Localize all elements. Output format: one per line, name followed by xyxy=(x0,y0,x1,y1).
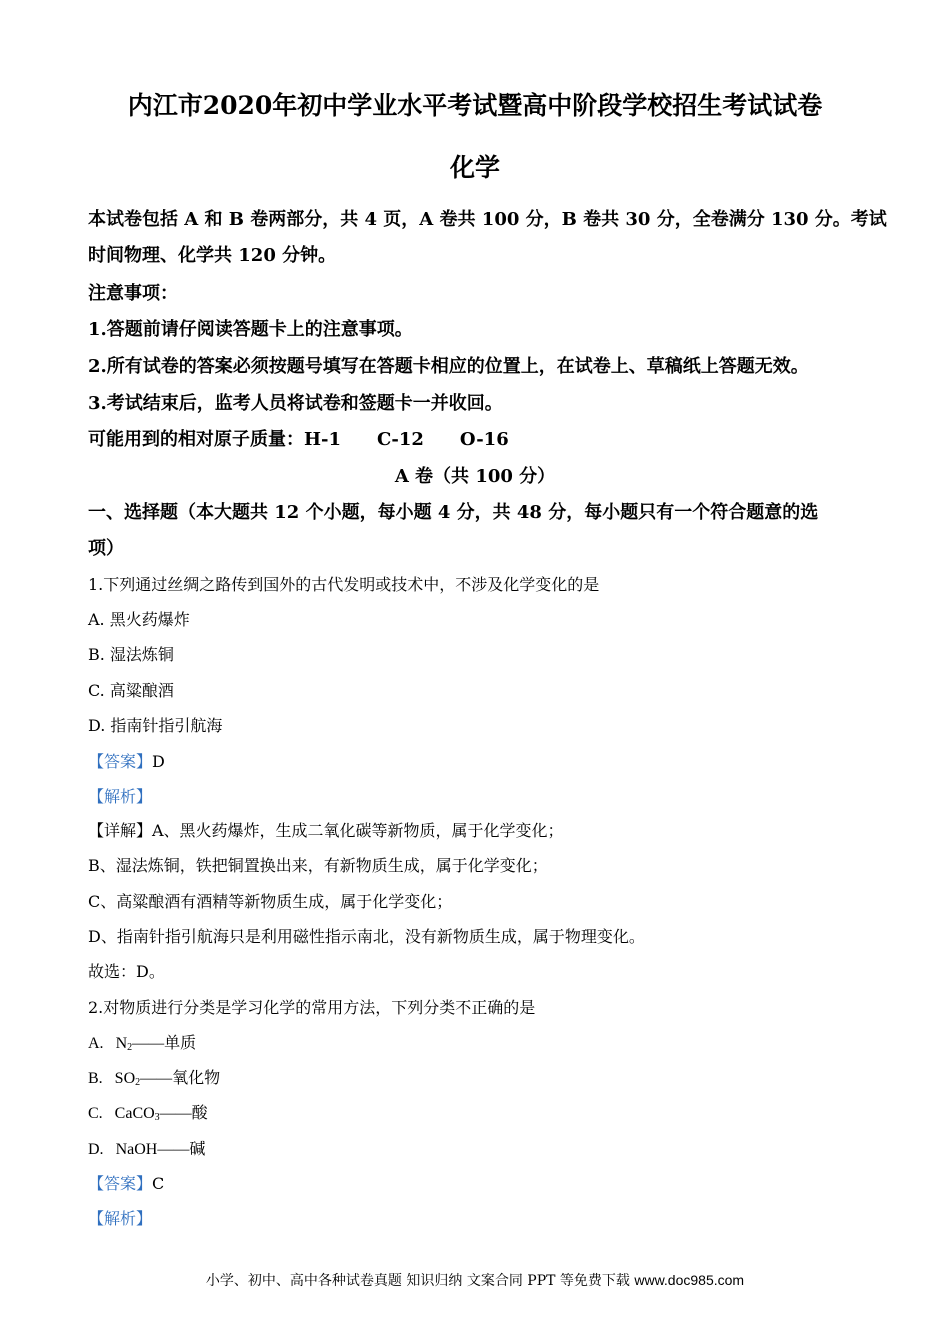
q1-detail-4: D、指南针指引航海只是利用磁性指示南北，没有新物质生成，属于物理变化。 xyxy=(88,927,645,946)
q2-option-a-subscript: 2 xyxy=(127,1042,133,1053)
q1-option-a: A. 黑火药爆炸 xyxy=(88,610,190,629)
q1-detail-2: B、湿法炼铜，铁把铜置换出来，有新物质生成，属于化学变化； xyxy=(88,856,548,875)
exam-title: 内江市2020年初中学业水平考试暨高中阶段学校招生考试试卷 xyxy=(127,91,823,120)
q2-answer xyxy=(88,1171,164,1194)
q2-option-c-formula: CaCO xyxy=(114,1105,155,1122)
atomic-mass-label: 可能用到的相对原子质量： xyxy=(88,429,304,450)
q1-option-c: C. 高粱酿酒 xyxy=(88,681,174,700)
q2-option-b-class: ——氧化物 xyxy=(140,1070,221,1087)
atomic-mass-line xyxy=(88,425,509,451)
notice-item-3: 3.考试结束后，监考人员将试卷和签题卡一并收回。 xyxy=(88,393,503,414)
q1-answer xyxy=(88,749,165,772)
q1-option-b: B. 湿法炼铜 xyxy=(88,645,174,664)
q1-analysis-label: 【解析】 xyxy=(88,787,153,806)
q1-option-d: D. 指南针指引航海 xyxy=(88,716,223,735)
footer-link[interactable]: www.doc985.com xyxy=(634,1272,745,1288)
q2-option-c xyxy=(88,1100,208,1123)
q2-option-a-letter: A. xyxy=(88,1035,104,1052)
q2-answer-label: 【答案】 xyxy=(88,1174,153,1193)
atomic-mass-c: C-12 xyxy=(377,429,424,450)
footer-text: 小学、初中、高中各种试卷真题 知识归纳 文案合同 PPT 等免费下载 xyxy=(205,1273,630,1289)
q2-option-c-class: ——酸 xyxy=(159,1105,208,1122)
q2-option-d-formula: NaOH xyxy=(115,1141,158,1158)
q2-option-a-formula: N xyxy=(115,1035,128,1052)
q2-option-a xyxy=(88,1030,196,1053)
q2-option-b-subscript: 2 xyxy=(135,1077,141,1088)
subject-title: 化学 xyxy=(449,153,500,182)
q2-option-d-letter: D. xyxy=(88,1141,104,1158)
page-footer xyxy=(0,1270,950,1290)
intro-line-1: 本试卷包括 A 和 B 卷两部分，共 4 页，A 卷共 100 分，B 卷共 30 分，全卷满分 130 分。考试 xyxy=(88,209,887,230)
part-1-heading-line-1: 一、选择题（本大题共 12 个小题，每小题 4 分，共 48 分，每小题只有一个符合题意的选 xyxy=(88,502,819,523)
q2-answer-value: C xyxy=(152,1174,165,1193)
q1-detail-5: 故选：D。 xyxy=(88,962,165,981)
q1-answer-value: D xyxy=(152,752,165,771)
q2-option-d xyxy=(88,1136,205,1159)
q2-option-d-class: ——碱 xyxy=(157,1141,206,1158)
q2-option-b xyxy=(88,1065,220,1088)
q2-option-b-letter: B. xyxy=(88,1070,103,1087)
intro-line-2: 时间物理、化学共 120 分钟。 xyxy=(88,245,337,266)
notice-item-2: 2.所有试卷的答案必须按题号填写在答题卡相应的位置上，在试卷上、草稿纸上答题无效。 xyxy=(88,356,809,377)
atomic-mass-o: O-16 xyxy=(459,429,509,450)
q2-option-c-letter: C. xyxy=(88,1105,103,1122)
q2-analysis-label: 【解析】 xyxy=(88,1209,153,1228)
q2-option-a-class: ——单质 xyxy=(132,1035,197,1052)
q1-answer-label: 【答案】 xyxy=(88,752,153,771)
q1-stem: 1.下列通过丝绸之路传到国外的古代发明或技术中，不涉及化学变化的是 xyxy=(88,575,600,594)
q1-detail-1: 【详解】A、黑火药爆炸，生成二氧化碳等新物质，属于化学变化； xyxy=(88,821,564,840)
q2-option-b-formula: SO xyxy=(114,1070,136,1087)
notice-item-1: 1.答题前请仔阅读答题卡上的注意事项。 xyxy=(88,319,413,340)
q2-option-c-subscript: 3 xyxy=(154,1112,160,1123)
notice-title: 注意事项： xyxy=(88,283,178,304)
part-1-heading-line-2: 项） xyxy=(88,538,124,559)
q1-detail-3: C、高粱酿酒有酒精等新物质生成，属于化学变化； xyxy=(88,892,453,911)
section-a-title: A 卷（共 100 分） xyxy=(394,466,556,487)
atomic-mass-h: H-1 xyxy=(304,429,342,450)
q2-stem: 2.对物质进行分类是学习化学的常用方法，下列分类不正确的是 xyxy=(88,998,536,1017)
